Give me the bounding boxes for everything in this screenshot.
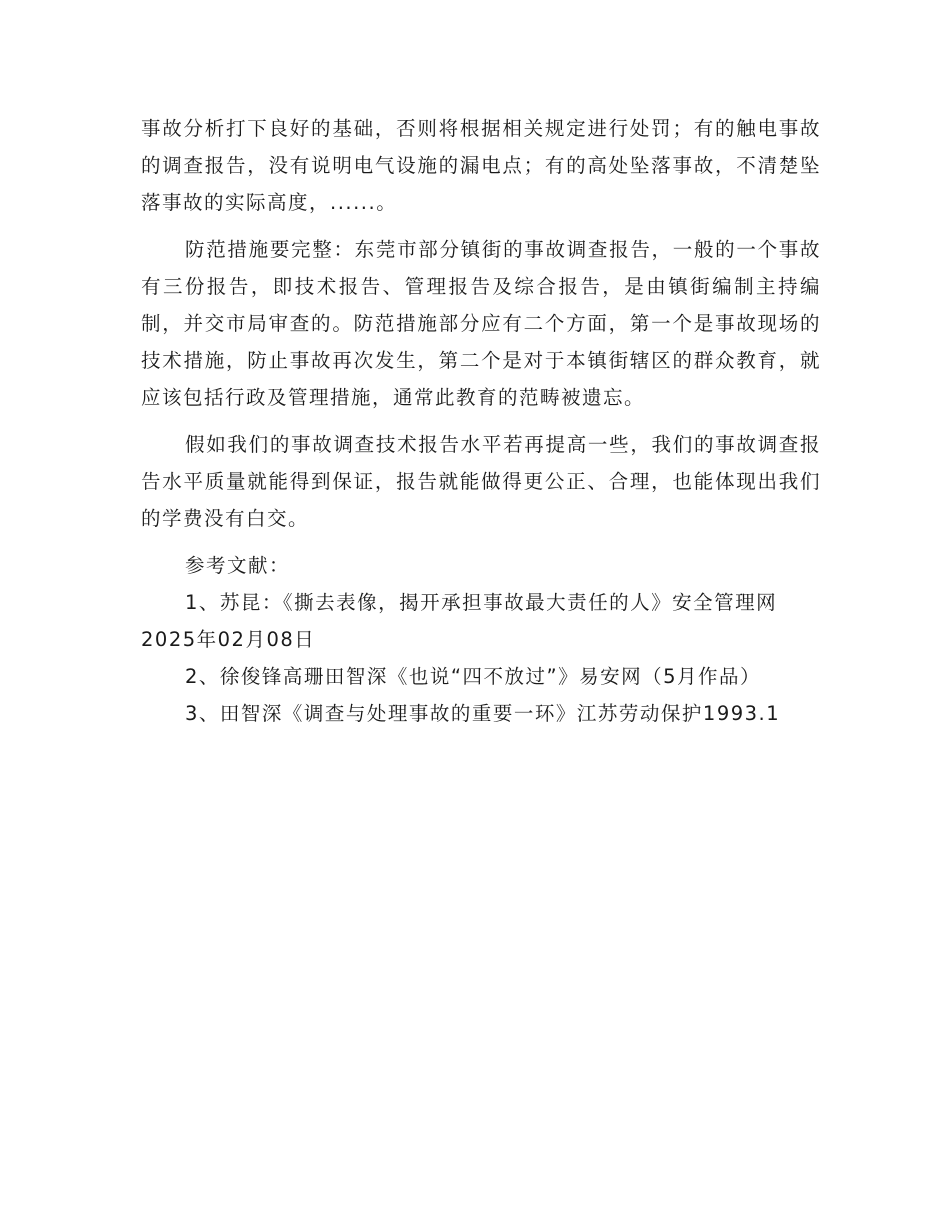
paragraph-prevention-measures: 防范措施要完整：东莞市部分镇街的事故调查报告，一般的一个事故有三份报告，即技术报告、管理报告及综合报告，是由镇街编制主持编制，并交市局审查的。防范措施部分应有二个方面，第一个是事故现场的技术措施，防止事故再次发生，第二个是对于本镇街辖区的群众教育，就应该包括行政及管理措施，通常此教育的范畴被遗忘。 (141, 238, 821, 409)
reference-item-2: 2、徐俊锋高珊田智深《也说“四不放过”》易安网（5月作品） (185, 665, 762, 688)
reference-item-3: 3、田智深《调查与处理事故的重要一环》江苏劳动保护1993.1 (185, 702, 781, 725)
reference-item-1: 1、苏昆：《撕去表像，揭开承担事故最大责任的人》安全管理网2025年02月08日 (141, 591, 778, 651)
references-heading: 参考文献： (185, 554, 291, 577)
paragraph-continuation: 事故分析打下良好的基础，否则将根据相关规定进行处罚；有的触电事故的调查报告，没有说明电气设施的漏电点；有的高处坠落事故，不清楚坠落事故的实际高度，......。 (141, 117, 821, 214)
document-body (141, 110, 821, 732)
paragraph-conclusion: 假如我们的事故调查技术报告水平若再提高一些，我们的事故调查报告水平质量就能得到保证，报告就能做得更公正、合理，也能体现出我们的学费没有白交。 (141, 433, 821, 530)
